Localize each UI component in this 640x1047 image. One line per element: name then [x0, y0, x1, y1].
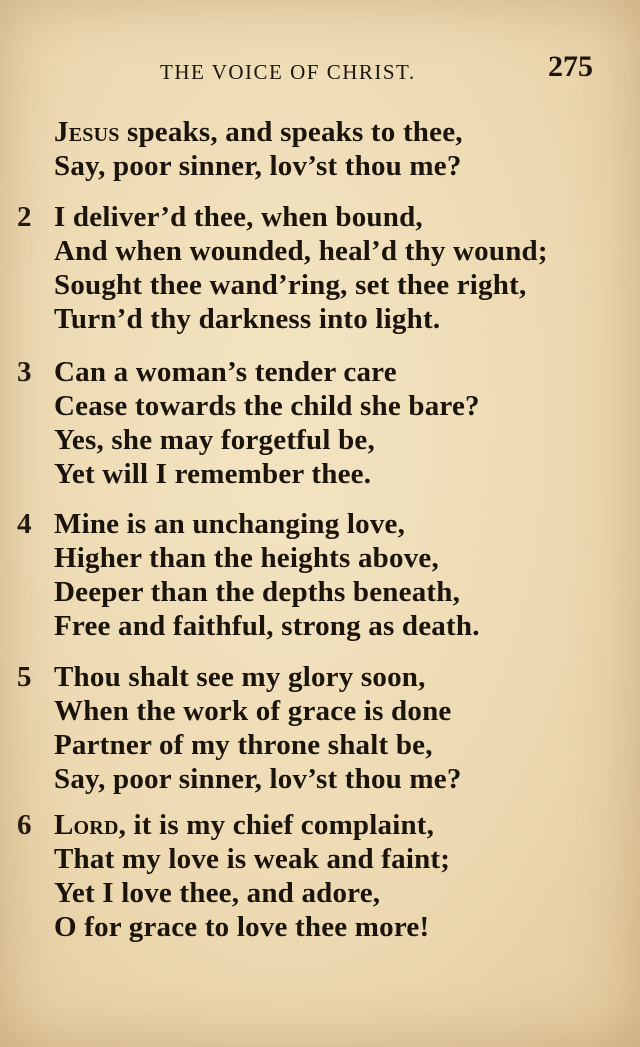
verse-line: Cease towards the child she bare? — [54, 390, 480, 422]
verse-line: Yet will I remember thee. — [54, 458, 372, 490]
verse-line: When the work of grace is done — [54, 695, 452, 727]
page-number: 275 — [548, 50, 593, 83]
verse-line: Higher than the heights above, — [54, 542, 439, 574]
verse-line: I deliver’d thee, when bound, — [54, 201, 423, 233]
small-caps-word: Jesus — [54, 116, 120, 148]
verse-line: Turn’d thy darkness into light. — [54, 303, 441, 335]
verse-line: And when wounded, heal’d thy wound; — [54, 235, 548, 267]
stanza-number: 5 — [17, 661, 32, 693]
line-text: , it is my chief complaint, — [118, 809, 435, 841]
verse-line: O for grace to love thee more! — [54, 911, 430, 943]
verse-line: Sought thee wand’ring, set thee right, — [54, 269, 527, 301]
stanza-number: 2 — [17, 201, 32, 233]
verse-line: Partner of my throne shalt be, — [54, 729, 433, 761]
line-text: speaks, and speaks to thee, — [119, 116, 463, 148]
stanza-number: 3 — [17, 356, 32, 388]
verse-line — [54, 115, 463, 149]
verse-line: Say, poor sinner, lov’st thou me? — [54, 150, 462, 182]
verse-line: That my love is weak and faint; — [54, 843, 451, 875]
verse-line: Deeper than the depths beneath, — [54, 576, 461, 608]
verse-line: Can a woman’s tender care — [54, 356, 397, 388]
verse-line — [54, 808, 434, 842]
stanza-number: 6 — [17, 809, 32, 841]
stanza-number: 4 — [17, 508, 32, 540]
verse-line: Say, poor sinner, lov’st thou me? — [54, 763, 462, 795]
running-title: THE VOICE OF CHRIST. — [160, 60, 416, 84]
verse-line: Mine is an unchanging love, — [54, 508, 406, 540]
verse-line: Thou shalt see my glory soon, — [54, 661, 426, 693]
verse-line: Yet I love thee, and adore, — [54, 877, 381, 909]
verse-line: Free and faithful, strong as death. — [54, 610, 480, 642]
verse-line: Yes, she may forgetful be, — [54, 424, 375, 456]
small-caps-word: Lord — [54, 809, 119, 841]
